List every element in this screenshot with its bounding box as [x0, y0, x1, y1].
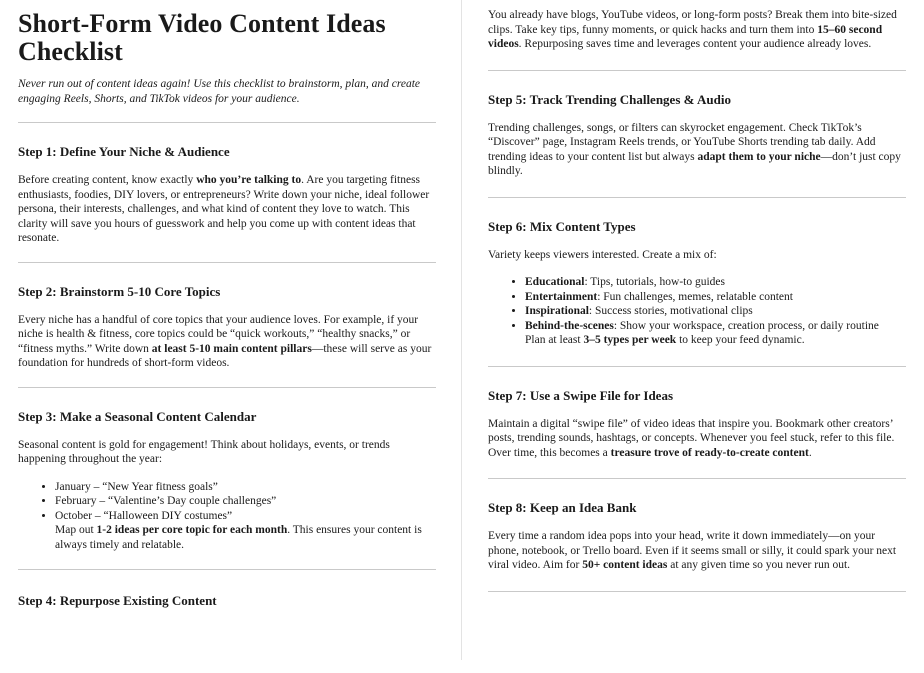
- step-5-body: Trending challenges, songs, or filters can skyrocket engagement. Check TikTok’s “Discover” page, Instagram Reels trends, or YouTube Shorts trending tab daily. Add trending ideas to your content list but always adapt them to your niche—don’t just copy blindly.: [488, 121, 901, 177]
- step-3-title: Step 3: Make a Seasonal Content Calendar: [18, 408, 257, 424]
- step-3-summary: Map out 1-2 ideas per core topic for each month. This ensures your content is always timely and relatable.: [55, 524, 422, 551]
- step-6-list: [488, 275, 906, 348]
- section-divider: [18, 569, 436, 570]
- step-3-list: [18, 480, 436, 553]
- section-divider: [18, 387, 436, 388]
- section-divider: [488, 478, 906, 479]
- section-divider: [488, 591, 906, 592]
- list-item: • Behind-the-scenes: Show your workspace, creation process, or daily routine Plan at least 3–5 types per week to keep your feed dynamic.: [525, 319, 906, 348]
- section-divider: [18, 122, 436, 123]
- list-item: • October – “Halloween DIY costumes” Map out 1-2 ideas per core topic for each month. This ensures your content is always timely and relatable.: [55, 509, 436, 553]
- step-4-body: You already have blogs, YouTube videos, or long-form posts? Break them into bite-sized clips. Take key tips, funny moments, or quick hacks and turn them into 15–60 second videos. Repurposing saves time and leverages content your audience already loves.: [488, 9, 897, 50]
- step-2-section: [18, 284, 436, 371]
- step-7-body: Maintain a digital “swipe file” of video ideas that inspire you. Bookmark other creators’ posts, trending sounds, hashtags, or concepts. Whenever you feel stuck, refer to this file. Over time, this becomes a treasure trove of ready-to-create content.: [488, 417, 895, 459]
- step-1-title: Step 1: Define Your Niche & Audience: [18, 144, 230, 159]
- step-3-section: [18, 409, 436, 553]
- step-8-section: [488, 500, 906, 573]
- section-divider: [488, 197, 906, 198]
- step-6-title: Step 6: Mix Content Types: [488, 218, 636, 234]
- step-6-summary: Plan at least 3–5 types per week to keep your feed dynamic.: [525, 334, 805, 346]
- step-1-body: Before creating content, know exactly who you’re talking to. Are you targeting fitness enthusiasts, foodies, DIY lovers, or entrepreneurs? Write down your niche, ideal follower persona, their interests, challenges, and what kind of content they love to watch. This clarity will save you hours of guesswork and help you come up with content ideas that resonate.: [18, 174, 430, 244]
- step-4-title: Step 4: Repurpose Existing Content: [18, 593, 217, 608]
- step-6-body: Variety keeps viewers interested. Create a mix of:: [488, 248, 717, 261]
- step-7-title: Step 7: Use a Swipe File for Ideas: [488, 387, 674, 403]
- step-5-section: [488, 92, 906, 179]
- column-divider: [461, 0, 462, 660]
- left-column: [18, 0, 436, 609]
- section-divider: [488, 366, 906, 367]
- step-5-title: Step 5: Track Trending Challenges & Audio: [488, 91, 731, 107]
- list-item: • Educational: Tips, tutorials, how-to guides: [525, 275, 906, 290]
- step-1-section: [18, 144, 436, 246]
- page-title: Short-Form Video Content Ideas Checklist: [18, 9, 386, 66]
- section-divider: [18, 262, 436, 263]
- section-divider: [488, 70, 906, 71]
- right-column: [488, 0, 906, 592]
- step-2-title: Step 2: Brainstorm 5-10 Core Topics: [18, 283, 221, 299]
- list-item: • Entertainment: Fun challenges, memes, relatable content: [525, 290, 906, 305]
- step-7-section: [488, 388, 906, 461]
- step-2-body: Every niche has a handful of core topics that your audience loves. For example, if your niche is health & fitness, core topics could be “quick workouts,” “healthy snacks,” or “fitness myths.” Write down at least 5-10 main content pillars—these will serve as your foundation for hundreds of short-form videos.: [18, 313, 432, 369]
- list-item: • February – “Valentine’s Day couple challenges”: [55, 494, 436, 509]
- step-3-body: Seasonal content is gold for engagement! Think about holidays, events, or trends happening throughout the year:: [18, 438, 390, 465]
- step-6-section: [488, 219, 906, 348]
- step-8-title: Step 8: Keep an Idea Bank: [488, 500, 637, 515]
- step-8-body: Every time a random idea pops into your head, write it down immediately—on your phone, notebook, or Trello board. Even if it seems small or silly, it could spark your next viral video. Aim for 50+ content ideas at any given time so you never run out.: [488, 530, 897, 571]
- step-4-heading-section: [18, 593, 436, 609]
- list-item: • Inspirational: Success stories, motivational clips: [525, 304, 906, 319]
- list-item: • January – “New Year fitness goals”: [55, 480, 436, 495]
- intro-text: Never run out of content ideas again! Use this checklist to brainstorm, plan, and create engaging Reels, Shorts, and TikTok videos for your audience.: [18, 78, 421, 105]
